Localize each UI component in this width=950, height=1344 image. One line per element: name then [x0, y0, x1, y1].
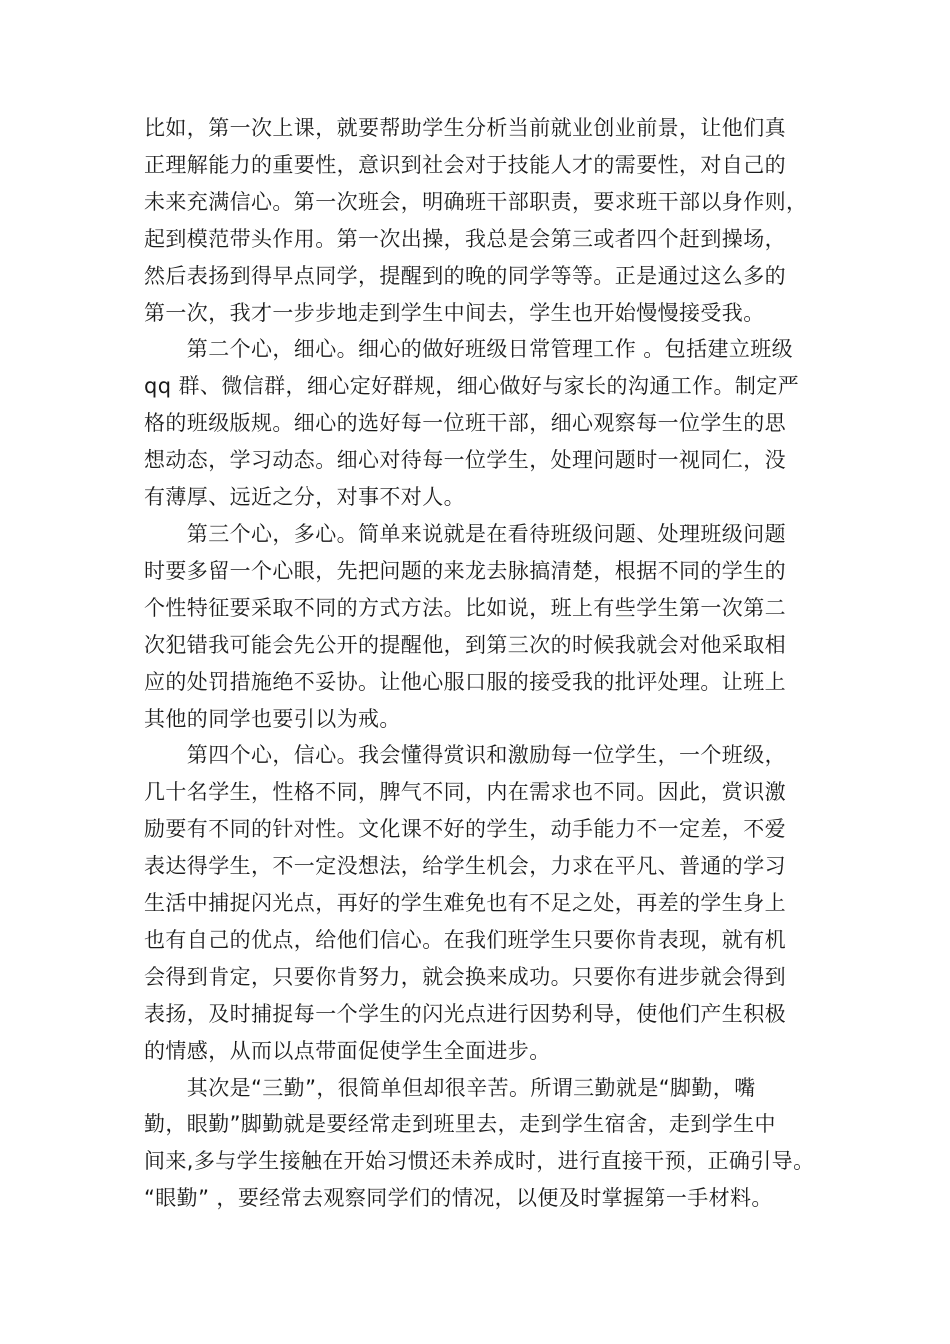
text-line: 的情感，从而以点带面促使学生全面进步。 [144, 1038, 551, 1063]
text-line: 勤，眼勤”脚勤就是要经常走到班里去，走到学生宿舍，走到学生中 [144, 1112, 776, 1137]
text-line: 第一次，我才一步步地走到学生中间去，学生也开始慢慢接受我。 [144, 300, 765, 325]
text-line: 表达得学生，不一定没想法，给学生机会，力求在平凡、普通的学习 [144, 854, 786, 879]
paragraph-3 [144, 516, 827, 737]
text-line: 生活中捕捉闪光点，再好的学生难免也有不足之处，再差的学生身上 [144, 891, 786, 916]
text-line: 时要多留一个心眼，先把问题的来龙去脉搞清楚，根据不同的学生的 [144, 558, 786, 583]
text-line: 次犯错我可能会先公开的提醒他，到第三次的时候我就会对他采取相 [144, 632, 786, 657]
text-line: 正理解能力的重要性，意识到社会对于技能人才的需要性，对自己的 [144, 152, 786, 177]
text-line: 励要有不同的针对性。文化课不好的学生，动手能力不一定差，不爱 [144, 817, 786, 842]
text-line: 第四个心，信心。我会懂得赏识和激励每一位学生，一个班级， [144, 743, 786, 768]
text-line: 第二个心，细心。细心的做好班级日常管理工作 。包括建立班级 [144, 337, 794, 362]
paragraph-1 [144, 110, 827, 331]
paragraph-2 [144, 331, 827, 516]
text-line: 间来,多与学生接触在开始习惯还未养成时，进行直接干预，正确引导。 [144, 1149, 815, 1174]
text-line: 也有自己的优点，给他们信心。在我们班学生只要你肯表现，就有机 [144, 927, 786, 952]
text-line: 会得到肯定，只要你肯努力，就会换来成功。只要你有进步就会得到 [144, 964, 786, 989]
text-line: 比如，第一次上课，就要帮助学生分析当前就业创业前景，让他们真 [144, 116, 786, 140]
text-line: 其他的同学也要引以为戒。 [144, 706, 401, 731]
text-line: qq 群、微信群，细心定好群规，细心做好与家长的沟通工作。制定严 [144, 374, 800, 399]
text-line: 第三个心，多心。简单来说就是在看待班级问题、处理班级问题 [144, 521, 786, 546]
text-line: 个性特征要采取不同的方式方法。比如说，班上有些学生第一次第二 [144, 595, 786, 620]
text-line: 表扬，及时捕捉每一个学生的闪光点进行因势利导，使他们产生积极 [144, 1001, 786, 1026]
text-line: 然后表扬到得早点同学，提醒到的晚的同学等等。正是通过这么多的 [144, 263, 786, 288]
text-line: 应的处罚措施绝不妥协。让他心服口服的接受我的批评处理。让班上 [144, 669, 786, 694]
document-page [144, 110, 827, 1217]
text-line: “眼勤” ，要经常去观察同学们的情况，以便及时掌握第一手材料。 [144, 1186, 773, 1211]
text-line: 其次是“三勤”，很简单但却很辛苦。所谓三勤就是“脚勤，嘴 [144, 1075, 756, 1100]
paragraph-5 [144, 1070, 827, 1218]
text-line: 未来充满信心。第一次班会，明确班干部职责，要求班干部以身作则， [144, 189, 808, 214]
text-line: 格的班级版规。细心的选好每一位班干部，细心观察每一位学生的思 [144, 411, 786, 436]
paragraph-4 [144, 737, 827, 1069]
text-line: 有薄厚、远近之分，对事不对人。 [144, 485, 465, 510]
text-line: 几十名学生，性格不同，脾气不同，内在需求也不同。因此，赏识激 [144, 780, 786, 805]
text-line: 起到模范带头作用。第一次出操，我总是会第三或者四个赶到操场， [144, 226, 786, 251]
text-line: 想动态，学习动态。细心对待每一位学生，处理问题时一视同仁，没 [144, 448, 786, 473]
